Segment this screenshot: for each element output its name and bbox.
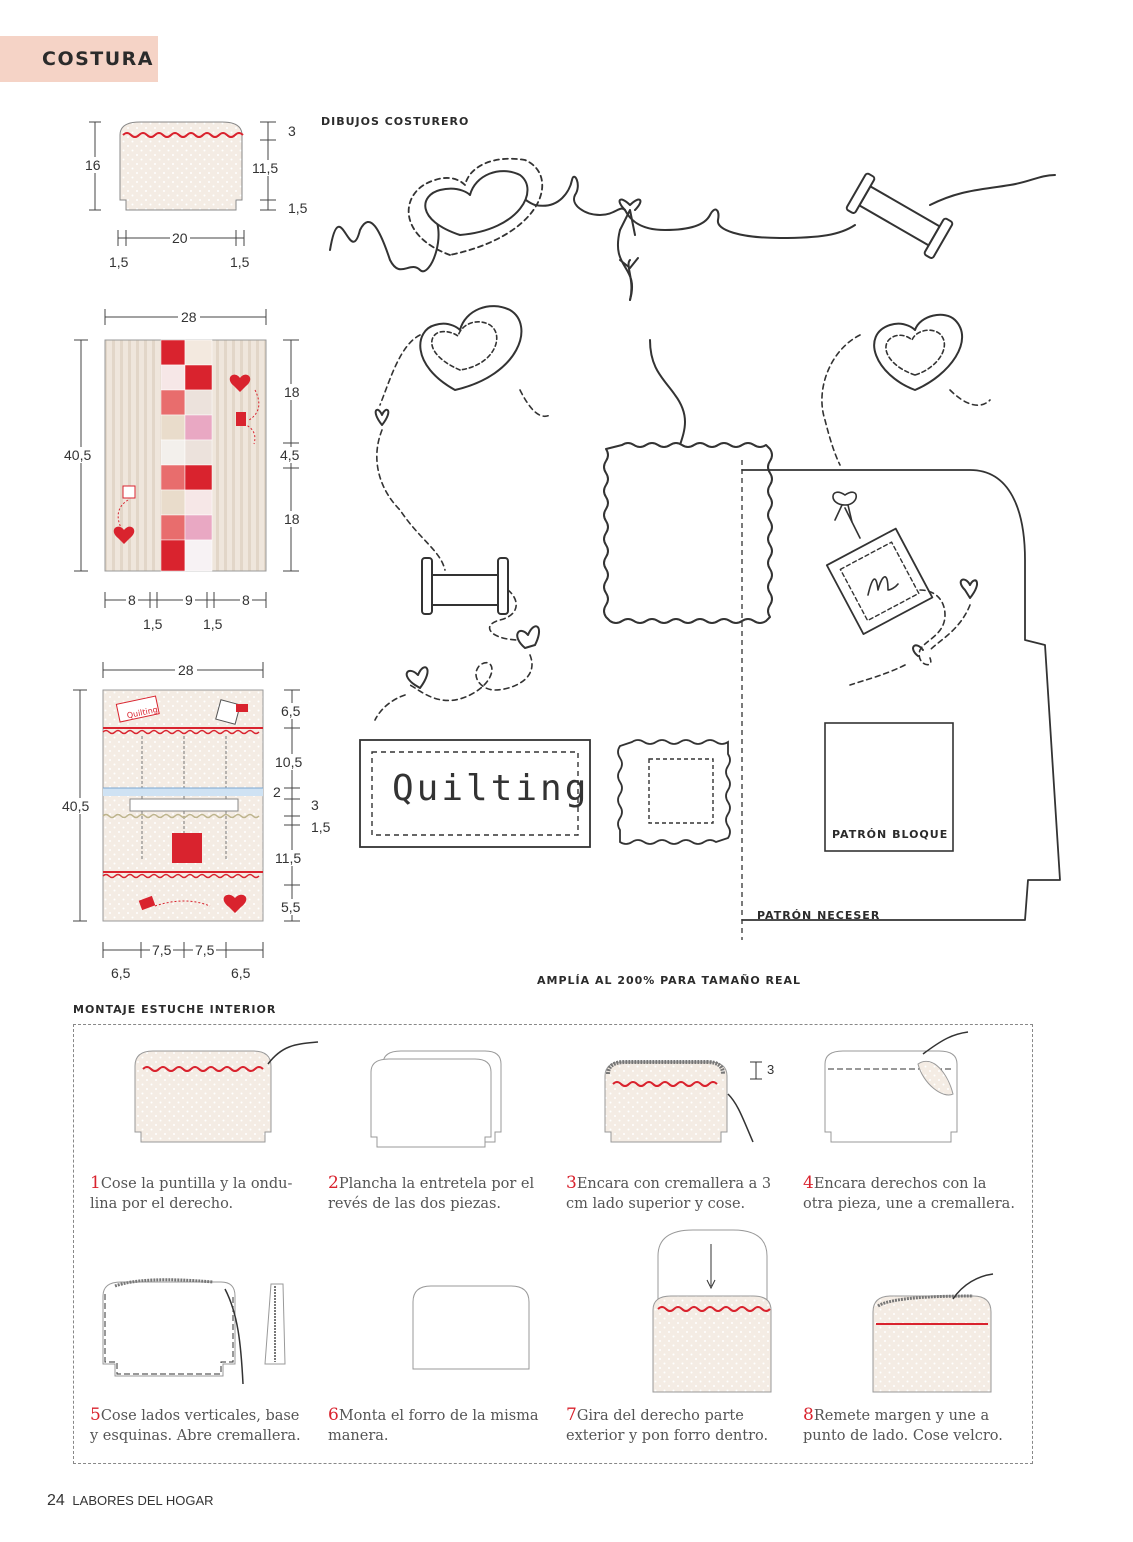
d3-c1: 7,5 [152, 942, 172, 958]
d1-width: 20 [172, 230, 188, 246]
step-4-num: 4 [803, 1173, 814, 1193]
d2-s1: 18 [284, 384, 300, 400]
patron-bloque-label: PATRÓN BLOQUE [832, 828, 949, 841]
step-7-text: Gira del derecho parte exterior y pon forro dentro. [566, 1408, 769, 1444]
d3-quilting-tag: Quilting [126, 705, 159, 721]
step-5-num: 5 [90, 1405, 101, 1425]
diagram-piece-2 [0, 290, 320, 650]
page-footer [47, 1492, 214, 1510]
step-1-text: Cose la puntilla y la ondu-lina por el derecho. [90, 1176, 293, 1212]
d2-m1: 1,5 [143, 616, 163, 632]
d3-r5: 1,5 [311, 819, 331, 835]
d2-b2: 9 [185, 592, 193, 608]
d2-height: 40,5 [64, 447, 92, 463]
d3-height: 40,5 [62, 798, 90, 814]
montaje-label: MONTAJE ESTUCHE INTERIOR [73, 1003, 277, 1016]
d3-r6: 11,5 [275, 850, 302, 866]
d1-left: 1,5 [109, 254, 129, 270]
d3-r2: 10,5 [275, 754, 303, 770]
montaje-illustrations [73, 1024, 1073, 1424]
quilting-label: Quilting [392, 768, 590, 809]
step-6-text: Monta el forro de la misma manera. [328, 1408, 539, 1444]
sewing-drawings [320, 120, 1100, 970]
amplia-note: AMPLÍA AL 200% PARA TAMAÑO REAL [537, 974, 802, 987]
d2-m2: 1,5 [203, 616, 223, 632]
d3-r1: 6,5 [281, 703, 301, 719]
d1-top: 3 [288, 123, 296, 139]
d3-r7: 5,5 [281, 899, 301, 915]
step-1-num: 1 [90, 1173, 101, 1193]
d1-mid: 11,5 [252, 160, 279, 176]
step-5 [90, 1405, 305, 1446]
page-number: 24 [47, 1492, 65, 1509]
d2-b1: 8 [128, 592, 136, 608]
patron-neceser-label: PATRÓN NECESER [757, 909, 881, 922]
step-7 [566, 1405, 781, 1446]
d3-left: 6,5 [111, 965, 131, 981]
step-2 [328, 1173, 543, 1214]
d3-r3: 2 [273, 784, 281, 800]
step-3-text: Encara con cremallera a 3 cm lado superior y cose. [566, 1176, 772, 1212]
d2-b3: 8 [242, 592, 250, 608]
d2-width: 28 [178, 309, 200, 325]
d3-r4: 3 [311, 797, 319, 813]
step-4 [803, 1173, 1018, 1214]
step-2-num: 2 [328, 1173, 339, 1193]
d1-height: 16 [85, 157, 101, 173]
step3-dim: 3 [767, 1062, 775, 1077]
dibujos-label: DIBUJOS COSTURERO [321, 115, 470, 128]
step-1 [90, 1173, 305, 1214]
d2-s2: 4,5 [280, 447, 300, 463]
diagram-piece-1 [0, 0, 320, 280]
step-8-text: Remete margen y une a punto de lado. Cose velcro. [803, 1408, 1003, 1444]
step-5-text: Cose lados verticales, base y esquinas. Abre cremallera. [90, 1408, 301, 1444]
section-title: COSTURA [42, 48, 155, 70]
step-6-num: 6 [328, 1405, 339, 1425]
d1-right: 1,5 [230, 254, 250, 270]
step-6 [328, 1405, 543, 1446]
d3-width: 28 [175, 662, 197, 678]
step-3 [566, 1173, 781, 1214]
d3-right: 6,5 [231, 965, 251, 981]
step-8-num: 8 [803, 1405, 814, 1425]
d3-c2: 7,5 [195, 942, 215, 958]
magazine-name: LABORES DEL HOGAR [72, 1493, 214, 1508]
step-2-text: Plancha la entretela por el revés de las dos piezas. [328, 1176, 535, 1212]
d1-bot: 1,5 [288, 200, 308, 216]
step-4-text: Encara derechos con la otra pieza, une a cremallera. [803, 1176, 1015, 1212]
step-7-num: 7 [566, 1405, 577, 1425]
d2-s3: 18 [284, 511, 300, 527]
step-8 [803, 1405, 1018, 1446]
step-3-num: 3 [566, 1173, 577, 1193]
